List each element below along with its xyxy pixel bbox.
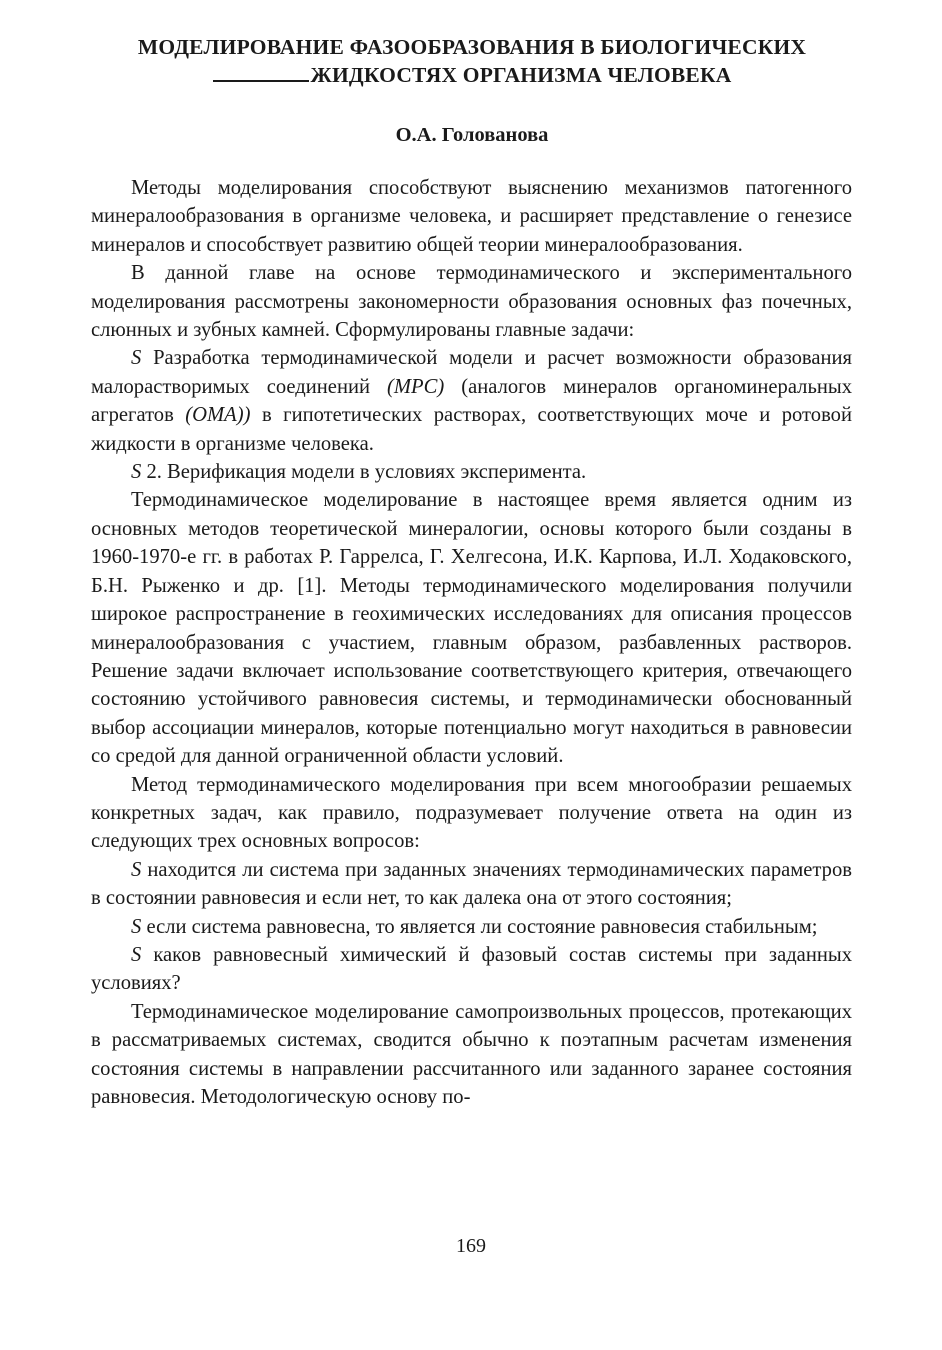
title-underline-rule <box>213 66 309 82</box>
article-title-line-2 <box>92 61 852 90</box>
list-item-question-1 <box>91 856 852 913</box>
paragraph-1 <box>91 174 852 259</box>
list-marker: S <box>131 858 142 881</box>
paragraph-text: (аналогов минералов органоминеральных агрегатов <box>91 375 852 427</box>
page-number: 169 <box>456 1235 486 1257</box>
abbreviation-mrs: (МРС) <box>387 375 445 398</box>
paragraph-text: находится ли система при заданных значениях термодинамических параметров в состоянии равновесия и если нет, то как далека она от этого состояния; <box>91 858 852 910</box>
paragraph-text: Термодинамическое моделирование в настоящее время является одним из основных методов теоретической минералогии, основы которого были созданы в 1960-1970-е гг. в работах Р. Гаррелса, Г. Хелгесона, И.К. Карпова, И.Л. Ходаковского, Б.Н. Рыженко и др. [1]. Методы термодинамического моделирования получили широкое распространение в геохимических исследованиях для описания процессов минералообразования с участием, главным образом, разбавленных растворов. Решение задачи включает использование соответствующего критерия, отвечающего состоянию устойчивого равновесия системы, и термодинамически обоснованный выбор ассоциации минералов, которые потенциально могут находиться в равновесии со средой для данной ограниченной области условий. <box>91 489 852 768</box>
paragraph-text: каков равновесный химический й фазовый состав системы при заданных условиях? <box>91 943 852 995</box>
paragraph-text: 2. Верификация модели в условиях эксперимента. <box>141 461 587 484</box>
author-name: О.А. Голованова <box>395 124 549 146</box>
list-item-task-1 <box>91 344 852 458</box>
article-title-line-2-text: ЖИДКОСТЯХ ОРГАНИЗМА ЧЕЛОВЕКА <box>310 63 732 87</box>
article-title-line-1: МОДЕЛИРОВАНИЕ ФАЗООБРАЗОВАНИЯ В БИОЛОГИЧЕСКИХ <box>137 35 807 59</box>
paragraph-text: Термодинамическое моделирование самопроизвольных процессов, протекающих в рассматриваемых системах, сводится обычно к поэтапным расчетам изменения состояния системы в направлении рассчитанного или заданного заранее состояния равновесия. Методологическую основу по- <box>91 1000 852 1108</box>
paragraph-5 <box>91 998 852 1112</box>
paragraph-2 <box>91 259 852 344</box>
paragraph-text: Методы моделирования способствуют выяснению механизмов патогенного минералообразования в организме человека, и расширяет представление о генезисе минералов и способствует развитию общей теории минералообразования. <box>91 177 852 256</box>
list-item-question-3 <box>91 941 852 998</box>
paragraph-text: если система равновесна, то является ли состояние равновесия стабильным; <box>141 915 818 938</box>
list-marker: S <box>131 943 142 966</box>
article-body <box>91 174 852 1111</box>
paragraph-3 <box>91 486 852 770</box>
list-marker: S <box>131 347 142 370</box>
abbreviation-oma: (ОМА)) <box>185 404 251 427</box>
list-item-question-2 <box>91 913 852 941</box>
list-marker: S <box>131 915 142 938</box>
paragraph-text: В данной главе на основе термодинамического и экспериментального моделирования рассмотрены закономерности образования основных фаз почечных, слюнных и зубных камней. Сформулированы главные задачи: <box>91 262 852 342</box>
paragraph-text: в гипотетических растворах, соответствующих моче и ротовой жидкости в организме человека. <box>91 404 852 455</box>
list-item-task-2 <box>91 458 852 486</box>
list-marker: S <box>131 461 142 484</box>
paragraph-4 <box>91 771 852 856</box>
paragraph-text: Разработка термодинамической модели и расчет возможности образования малорастворимых соединений <box>91 347 852 398</box>
paragraph-text: Метод термодинамического моделирования при всем многообразии решаемых конкретных задач, как правило, подразумевает получение ответа на один из следующих трех основных вопросов: <box>91 773 852 853</box>
